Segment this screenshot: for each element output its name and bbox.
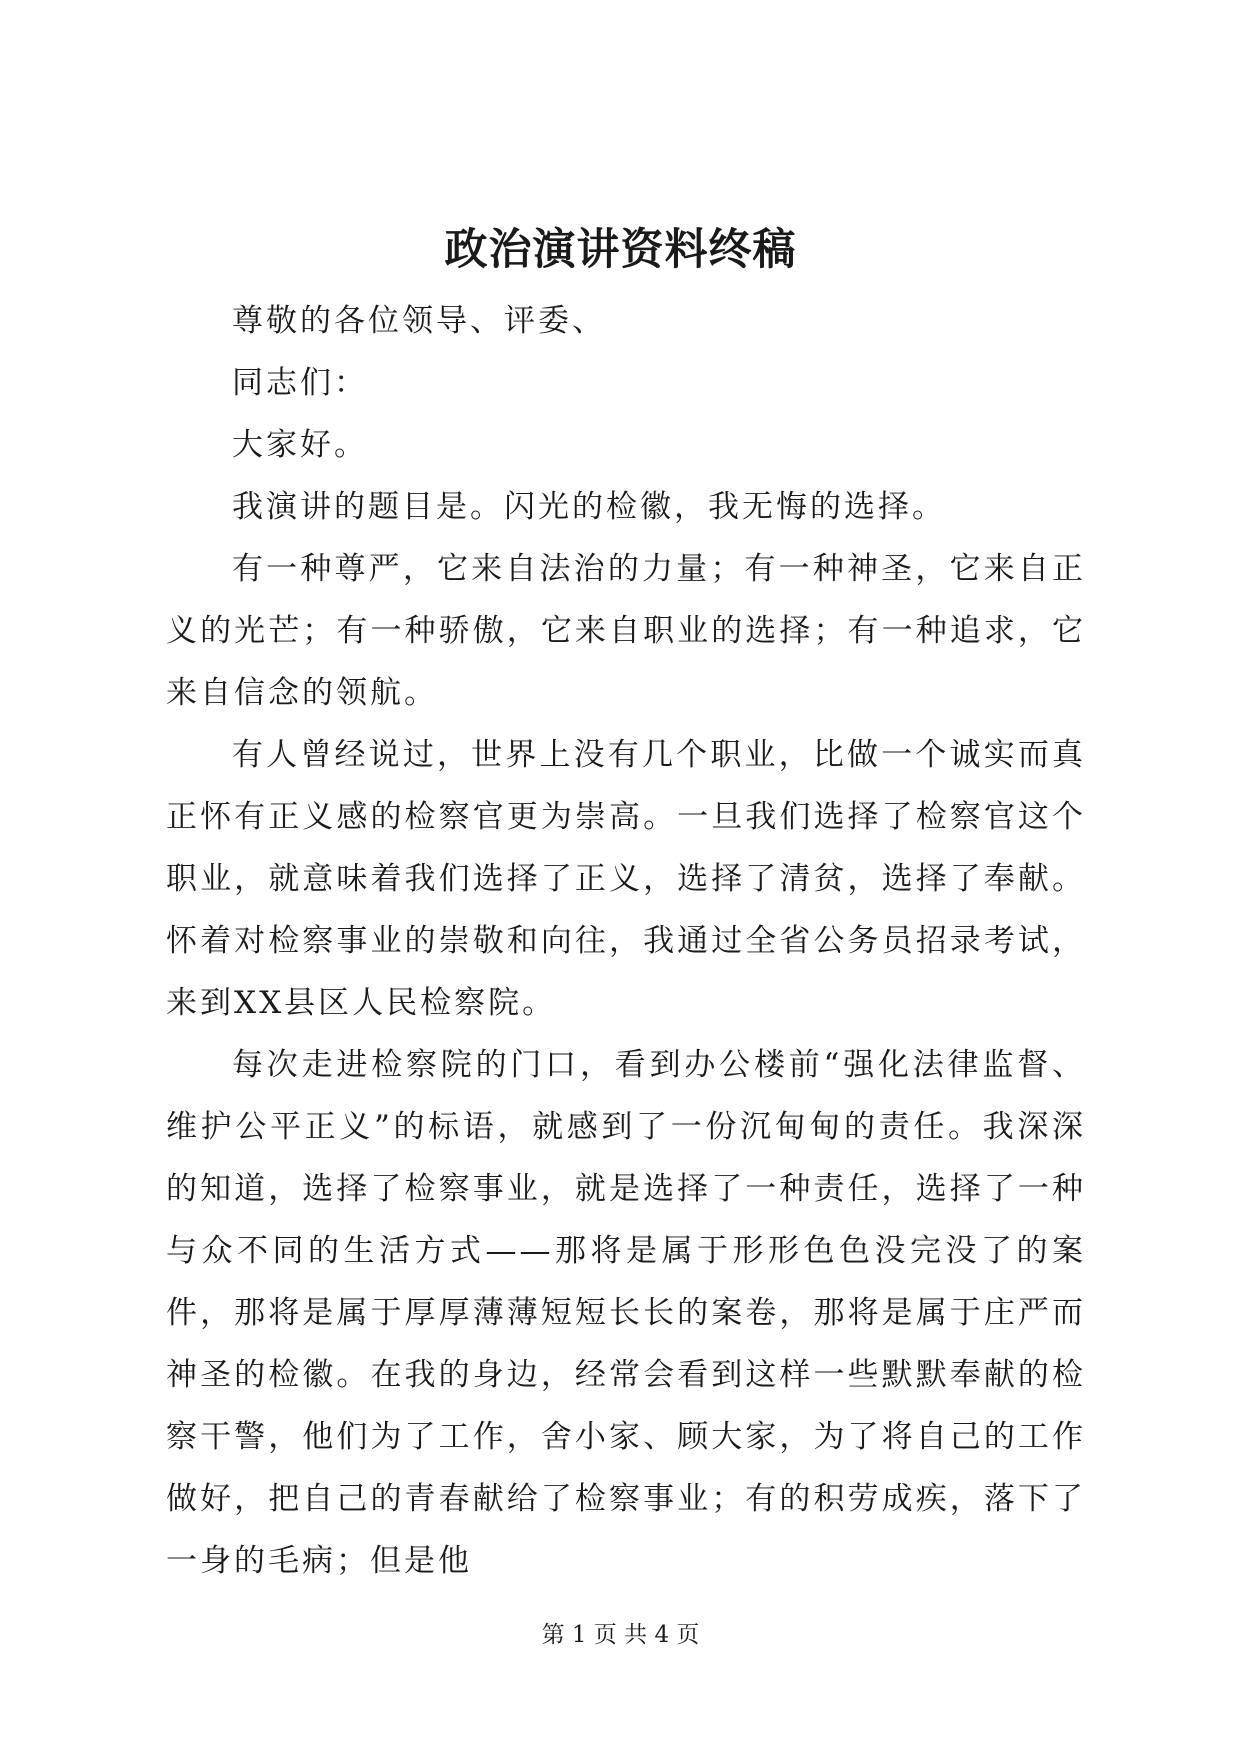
page-footer: 第 1 页 共 4 页 — [541, 1622, 700, 1648]
salutation-line-1: 尊敬的各位领导、评委、 — [232, 303, 606, 339]
salutation-line-2: 同志们： — [232, 365, 368, 401]
document-title: 政治演讲资料终稿 — [444, 225, 797, 275]
topic-paragraph: 我演讲的题目是。闪光的检徽，我无悔的选择。 — [232, 489, 946, 525]
document-body — [166, 290, 1086, 1592]
body-paragraph: 每次走进检察院的门口，看到办公楼前“强化法律监督、维护公平正义”的标语，就感到了一份沉甸甸的责任。我深深的知道，选择了检察事业，就是选择了一种责任，选择了一种与众不同的生活方式——那将是属于形形色色没完没了的案件，那将是属于厚厚薄薄短短长长的案卷，那将是属于庄严而神圣的检徽。在我的身边，经常会看到这样一些默默奉献的检察干警，他们为了工作，舍小家、顾大家，为了将自己的工作做好，把自己的青春献给了检察事业；有的积劳成疾，落下了一身的毛病；但是他 — [166, 1047, 1086, 1579]
body-paragraph: 有一种尊严，它来自法治的力量；有一种神圣，它来自正义的光芒；有一种骄傲，它来自职业的选择；有一种追求，它来自信念的领航。 — [166, 551, 1086, 711]
body-paragraph: 有人曾经说过，世界上没有几个职业，比做一个诚实而真正怀有正义感的检察官更为崇高。一旦我们选择了检察官这个职业，就意味着我们选择了正义，选择了清贫，选择了奉献。怀着对检察事业的崇敬和向往，我通过全省公务员招录考试，来到XX县区人民检察院。 — [166, 737, 1086, 1021]
greeting-paragraph: 大家好。 — [232, 427, 368, 463]
